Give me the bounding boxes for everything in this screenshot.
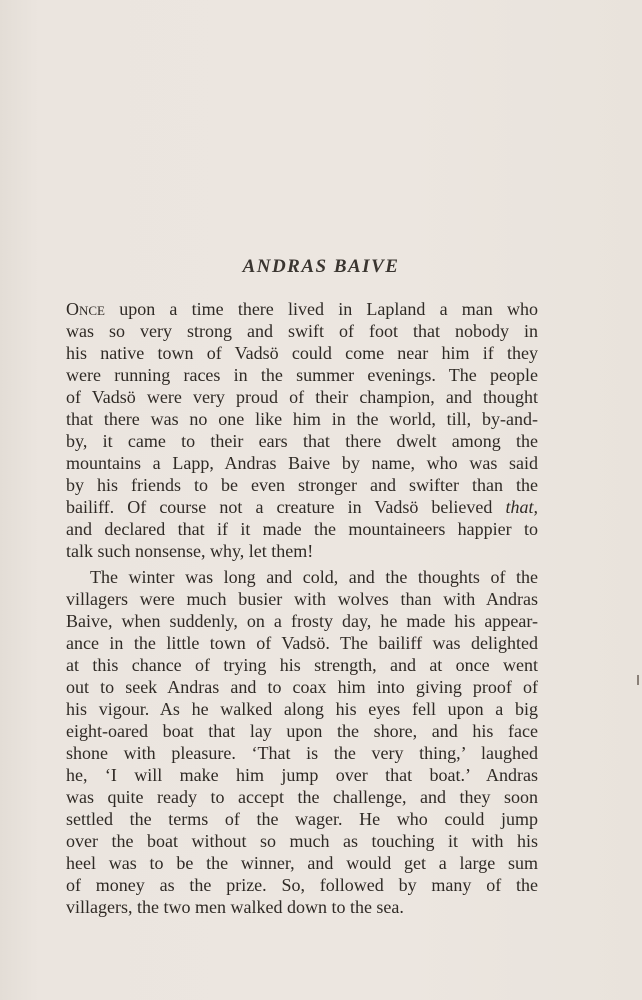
paragraph-2-line-8: eight-oared boat that lay upon the shore, and his face [66,721,538,741]
paragraph-2-line-9: shone with pleasure. ‘That is the very thing,’ laughed [66,743,538,763]
paragraph-2-line-7: his vigour. As he walked along his eyes fell upon a big [66,699,538,719]
opening-word: Once [66,299,105,319]
paragraph-1-line-11: and declared that if it made the mountaineers happier to [66,519,538,539]
chapter-title: ANDRAS BAIVE [242,256,400,277]
paragraph-1-line-8: mountains a Lapp, Andras Baive by name, who was said [66,453,538,473]
paragraph-2-line-4: ance in the little town of Vadsö. The bailiff was delighted [66,633,538,653]
paragraph-2-line-15: of money as the prize. So, followed by many of the [66,875,538,895]
paragraph-2-line-13: over the boat without so much as touching it with his [66,831,538,851]
paragraph-1-line-5: of Vadsö were very proud of their champion, and thought [66,387,538,407]
emphasis-that: that, [505,497,538,517]
paragraph-1-line-3: his native town of Vadsö could come near him if they [66,343,538,363]
paragraph-1-line-12: talk such nonsense, why, let them! [66,541,314,561]
paragraph-2-line-2: villagers were much busier with wolves than with Andras [66,589,538,609]
paragraph-2-line-10: he, ‘I will make him jump over that boat.’ Andras [66,765,538,785]
paragraph-1-line-4: were running races in the summer evenings. The people [66,365,538,385]
paragraph-2-line-14: heel was to be the winner, and would get a large sum [66,853,538,873]
paragraph-1-line-9: by his friends to be even stronger and swifter than the [66,475,538,495]
paragraph-1-line-6: that there was no one like him in the world, till, by-and- [66,409,538,429]
paragraph-2-line-3: Baive, when suddenly, on a frosty day, he made his appear- [66,611,538,631]
paragraph-2-line-1: The winter was long and cold, and the thoughts of the [90,567,538,587]
paragraph-1-line-2: was so very strong and swift of foot that nobody in [66,321,538,341]
paragraph-2-line-5: at this chance of trying his strength, and at once went [66,655,538,675]
page-edge-mark [637,675,639,685]
paragraph-2-line-11: was quite ready to accept the challenge, and they soon [66,787,538,807]
paragraph-2-line-12: settled the terms of the wager. He who could jump [66,809,538,829]
paragraph-2-line-16: villagers, the two men walked down to the sea. [66,897,404,917]
paragraph-1-line-10: bailiff. Of course not a creature in Vadsö believed that, [66,497,538,517]
paragraph-2-line-6: out to seek Andras and to coax him into giving proof of [66,677,538,697]
paragraph-1-line-7: by, it came to their ears that there dwelt among the [66,431,538,451]
paragraph-1-line-1: Once upon a time there lived in Lapland a man who [66,299,538,319]
